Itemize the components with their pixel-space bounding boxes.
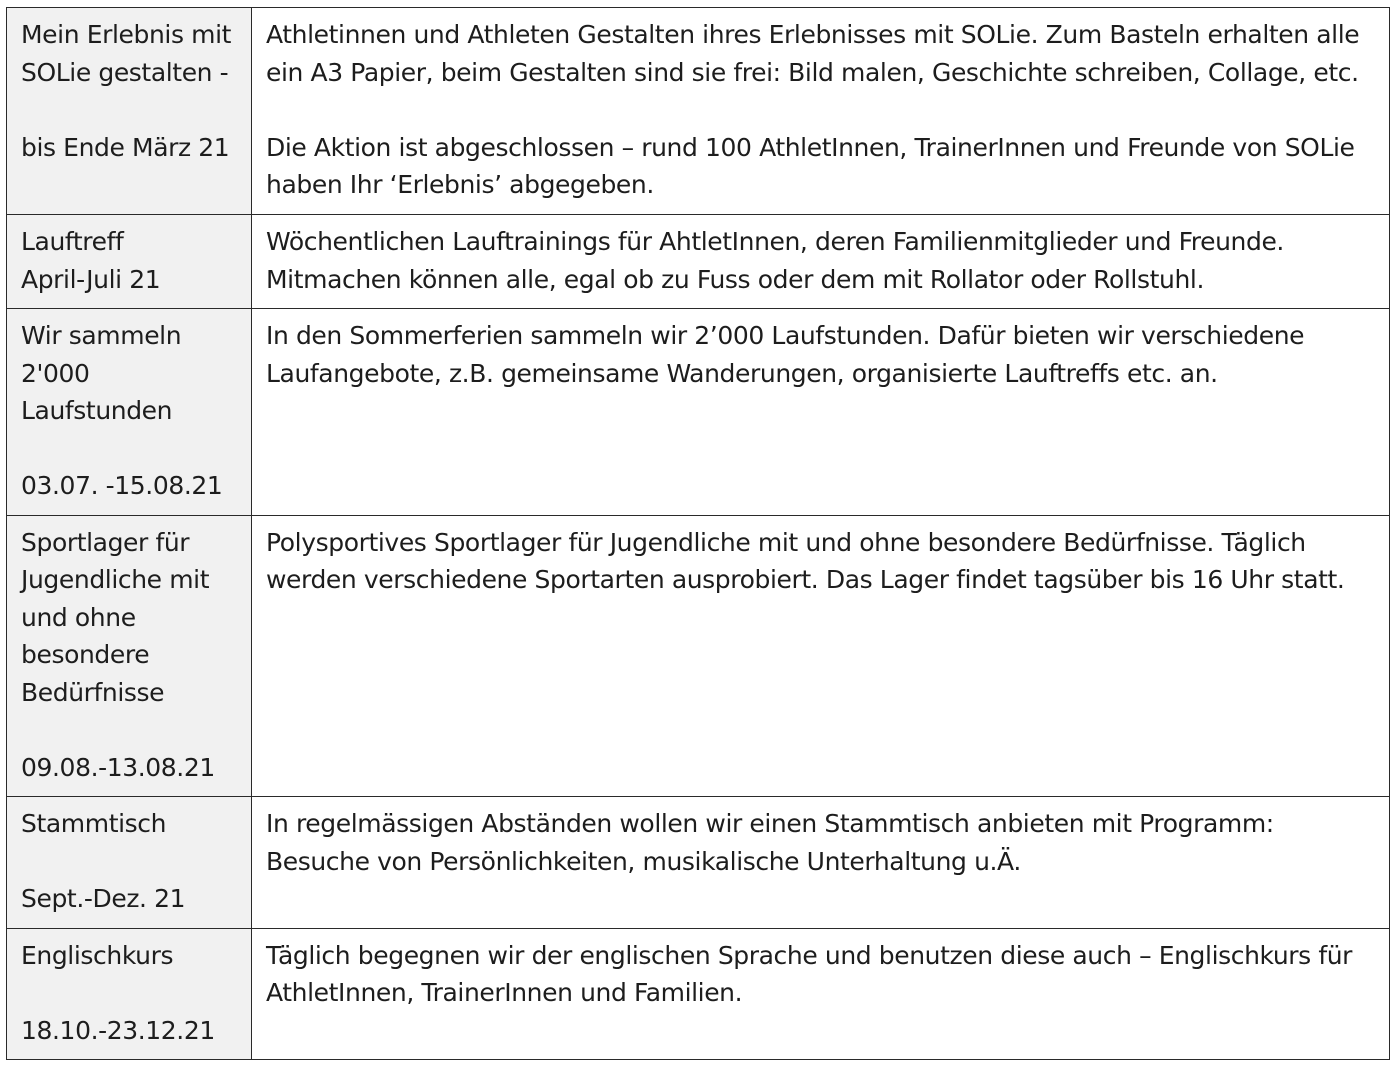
table-row	[7, 215, 1390, 309]
description-line: In regelmässigen Abständen wollen wir einen Stammtisch anbieten mit Programm:	[266, 809, 1274, 838]
activity-title-line: und ohne	[21, 602, 136, 632]
activity-description-cell	[252, 309, 1390, 516]
activity-title-line: besondere	[21, 640, 150, 669]
activity-title-line: April-Juli 21	[21, 264, 161, 294]
activity-description-cell	[252, 215, 1390, 309]
activity-title-cell	[7, 8, 252, 215]
activity-title-line: Laufstunden	[21, 396, 173, 425]
description-line: haben Ihr ‘Erlebnis’ abgegeben.	[266, 170, 654, 199]
table-row	[7, 309, 1390, 516]
description-line: ein A3 Papier, beim Gestalten sind sie frei: Bild malen, Geschichte schreiben, Collage, etc.	[266, 57, 1359, 87]
activity-title-line: Bedürfnisse	[21, 677, 165, 707]
activity-title-line: Lauftreff	[21, 227, 124, 256]
activity-description-cell	[252, 515, 1390, 797]
description-line: In den Sommerferien sammeln wir 2’000 Laufstunden. Dafür bieten wir verschiedene	[266, 321, 1305, 350]
table-row	[7, 797, 1390, 929]
activity-title-line: Jugendliche mit	[21, 565, 210, 594]
table-row	[7, 515, 1390, 797]
activity-title-line: Englischkurs	[21, 940, 174, 970]
activity-title-cell	[7, 928, 252, 1060]
description-line: AthletInnen, TrainerInnen und Familien.	[266, 978, 743, 1007]
activity-title-line: Wir sammeln	[21, 321, 182, 350]
description-line: Täglich begegnen wir der englischen Sprache und benutzen diese auch – Englischkurs für	[266, 940, 1353, 970]
activity-date: Sept.-Dez. 21	[21, 884, 186, 913]
activity-date: 18.10.-23.12.21	[21, 1015, 215, 1045]
activity-title-cell	[7, 797, 252, 929]
activity-date: 03.07. -15.08.21	[21, 471, 223, 500]
activity-title-cell	[7, 309, 252, 516]
activity-title-line: Stammtisch	[21, 809, 167, 838]
activity-description-cell	[252, 8, 1390, 215]
description-line: Wöchentlichen Lauftrainings für AhtletInnen, deren Familienmitglieder und Freunde.	[266, 227, 1284, 256]
description-line: Polysportives Sportlager für Jugendliche mit und ohne besondere Bedürfnisse. Täglich	[266, 527, 1306, 557]
description-line: Die Aktion ist abgeschlossen – rund 100 AthletInnen, TrainerInnen und Freunde von SOLie	[266, 132, 1355, 162]
description-line: Laufangebote, z.B. gemeinsame Wanderungen, organisierte Lauftreffs etc. an.	[266, 358, 1218, 388]
activity-date: bis Ende März 21	[21, 132, 230, 162]
description-line: Athletinnen und Athleten Gestalten ihres Erlebnisses mit SOLie. Zum Basteln erhalten alle	[266, 20, 1360, 49]
activity-title-line: Sportlager für	[21, 527, 190, 557]
description-line: Besuche von Persönlichkeiten, musikalische Unterhaltung u.Ä.	[266, 846, 1021, 876]
activity-title-line: 2'000	[21, 358, 90, 388]
activity-title-line: SOLie gestalten -	[21, 57, 229, 87]
activity-description-cell	[252, 928, 1390, 1060]
description-line: Mitmachen können alle, egal ob zu Fuss oder dem mit Rollator oder Rollstuhl.	[266, 264, 1204, 294]
activity-date: 09.08.-13.08.21	[21, 752, 215, 782]
table-row	[7, 8, 1390, 215]
activity-title-line: Mein Erlebnis mit	[21, 20, 232, 49]
activity-description-cell	[252, 797, 1390, 929]
table-row	[7, 928, 1390, 1060]
program-table	[6, 7, 1390, 1060]
description-line: werden verschiedene Sportarten ausprobiert. Das Lager findet tagsüber bis 16 Uhr statt.	[266, 565, 1345, 594]
activity-title-cell	[7, 215, 252, 309]
program-document	[6, 7, 1389, 1060]
activity-title-cell	[7, 515, 252, 797]
